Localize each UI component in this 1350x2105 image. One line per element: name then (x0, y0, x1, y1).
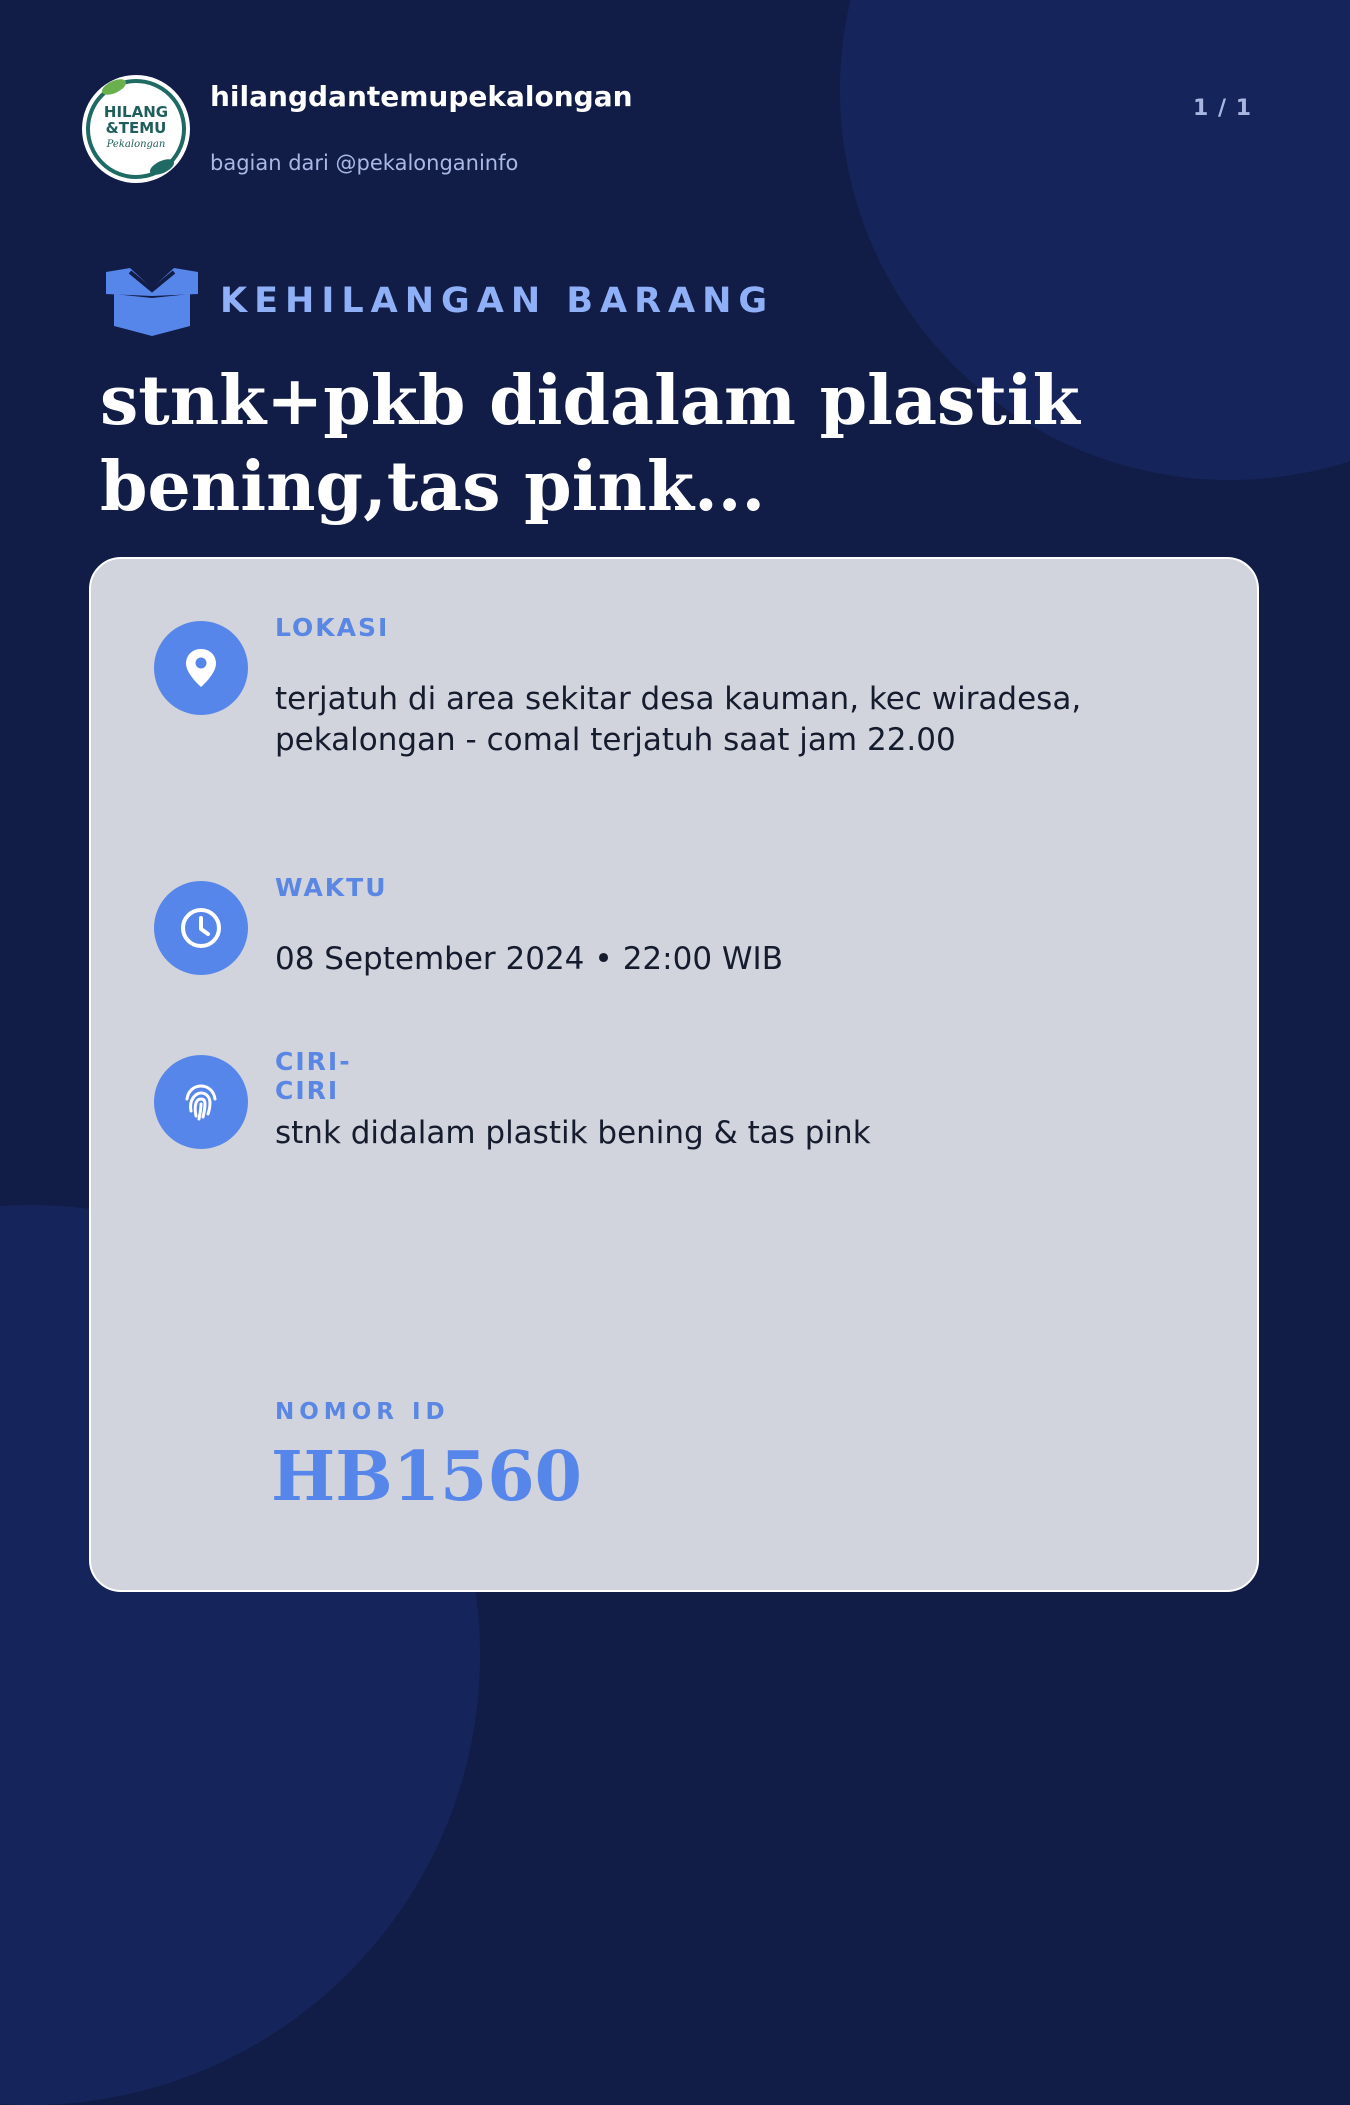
logo-text-line-3: Pekalongan (106, 139, 166, 150)
date-text: 08 September 2024 (275, 941, 585, 977)
id-label: NOMOR ID (275, 1399, 450, 1425)
location-value: terjatuh di area sekitar desa kauman, kec wiradesa, pekalongan - comal terjatuh saat jam 22.00 (275, 681, 1082, 758)
id-value: HB1560 (271, 1437, 582, 1517)
clock-icon (154, 881, 248, 975)
separator-dot: • (594, 941, 613, 977)
open-box-icon (104, 266, 200, 336)
hilang-temu-logo-icon (82, 75, 190, 183)
logo-text-line-1: HILANG (103, 103, 169, 121)
location-label: LOKASI (275, 613, 390, 642)
location-pin-icon (154, 621, 248, 715)
category-label: KEHILANGAN BARANG (220, 281, 775, 321)
time-value (275, 939, 1175, 980)
details-card (89, 557, 1259, 1592)
page-counter: 1 / 1 (1193, 96, 1252, 121)
time-label: WAKTU (275, 873, 388, 902)
features-label: CIRI-CIRI (275, 1047, 352, 1105)
time-text: 22:00 WIB (622, 941, 783, 977)
fingerprint-icon (154, 1055, 248, 1149)
category (104, 266, 774, 336)
features-value: stnk didalam plastik bening & tas pink (275, 1115, 871, 1151)
logo-text-line-2: &TEMU (105, 119, 167, 137)
avatar[interactable] (82, 75, 190, 183)
post-title: stnk+pkb didalam plastik bening,tas pink... (100, 361, 1080, 527)
account-name[interactable]: hilangdantemupekalongan (210, 80, 633, 113)
account-subtitle: bagian dari @pekalonganinfo (210, 151, 519, 175)
